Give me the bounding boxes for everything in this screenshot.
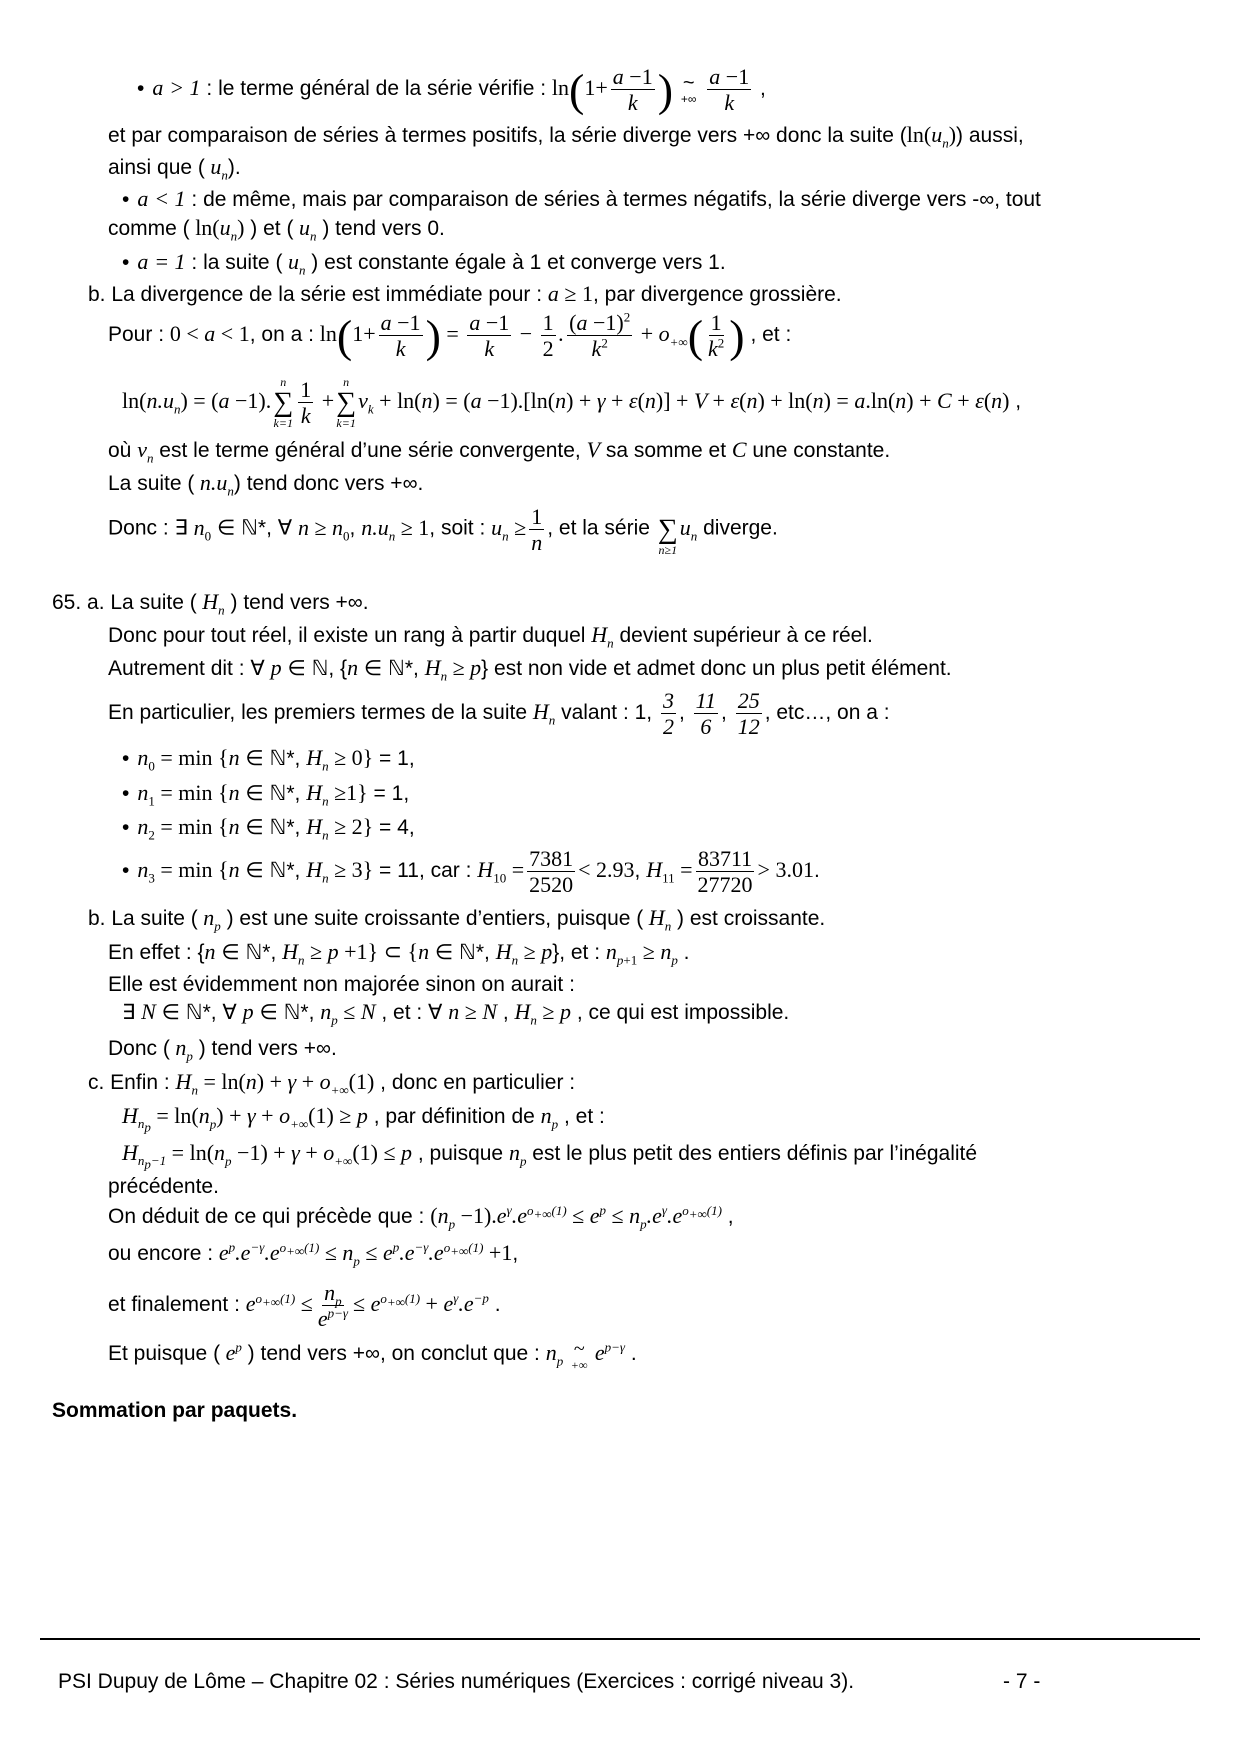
part-c-heading: c. Enfin : $H_n = \ln(n) + \gamma + o_{+\infty}(1)$ , donc en particulier : bbox=[88, 1069, 576, 1098]
part-b-heading: b. La divergence de la série est immédiate pour : a ≥ 1, par divergence grossière. bbox=[88, 281, 842, 306]
paragraph-line: $H_{n_p-1} = \ln(n_p -1) + \gamma + o_{+\infty}(1) \le p$ , puisque $n_p$ est le plus petit des entiers définis par l’inégalité bbox=[122, 1140, 978, 1172]
page-number: - 7 - bbox=[1003, 1670, 1041, 1693]
case-a-less-1: • a < 1 : de même, mais par comparaison de séries à termes négatifs, la série diverge vers -∞, tout bbox=[122, 185, 1041, 214]
paragraph-line: où $v_n$ est le terme général d’une série convergente, V sa somme et C une constante. bbox=[108, 437, 891, 466]
paragraph-line: précédente. bbox=[108, 1175, 219, 1198]
footer-title: PSI Dupuy de Lôme – Chapitre 02 : Séries numériques (Exercices : corrigé niveau 3). bbox=[58, 1670, 855, 1693]
n3-line: • $n_3 = \min \{n$ ∈ ℕ*, $H_n \ge 3\} = 11$, car : $H_{10}$ = $\frac{7381}{2520}$ < 2.93, $H_{11}$ = $\frac{83711}{27720}$ > 3.01. bbox=[122, 846, 820, 898]
paragraph-line: Donc pour tout réel, il existe un rang à partir duquel $H_n$ devient supérieur à ce réel. bbox=[108, 622, 873, 651]
paragraph-line: La suite ( $n.u_n$) tend donc vers +∞. bbox=[108, 470, 424, 499]
paragraph-line: ∃ N ∈ ℕ*, ∀ p ∈ ℕ*, $n_p \le N$ , et : ∀ n ≥ N , $H_n \ge p$ , ce qui est impossible. bbox=[122, 999, 790, 1028]
paragraph-line: Donc ( $n_p$ ) tend vers +∞. bbox=[108, 1035, 337, 1064]
equation-ln-nun: $\ln(n.u_n) = (a -1)$. n ∑ k=1 $\frac{1}{k}$ + n ∑ k=1 $v_k + \ln(n) = (a -1).[\ln(n) + \gamma + \varepsilon(n)] + V + \varepsilon(n) + \ln(n) = a.\ln(n) + C + \varepsilon(n)$ , bbox=[122, 375, 1022, 430]
paragraph-line: Elle est évidemment non majorée sinon on aurait : bbox=[108, 973, 575, 996]
section-heading: Sommation par paquets. bbox=[52, 1399, 298, 1422]
case-a-greater-1: • a > 1 : le terme général de la série vérifie : ln(1+ $\frac{a -1}{k}$ ) ~ +∞ $\frac{a -1}{k}$ , bbox=[137, 64, 766, 116]
n2-line: • $n_2 = \min \{n$ ∈ ℕ*, $H_n \ge 2\} = 4$, bbox=[122, 813, 415, 842]
conclusion-line: Donc : ∃ $n_0$ ∈ ℕ*, ∀ $n \ge n_0$, $n.u_n \ge 1$, soit : $u_n$ ≥ $\frac{1}{n}$ , et la série ∑ n≥1 $u_n$ diverge. bbox=[108, 503, 778, 557]
paragraph-line: En particulier, les premiers termes de la suite $H_n$ valant : 1, $\frac{3}{2}$ , $\frac{11}{6}$ , $\frac{25}{12}$ , etc…, on a : bbox=[108, 688, 890, 740]
paragraph-line: $H_{n_p} = \ln(n_p) + \gamma + o_{+\infty}(1) \ge p$ , par définition de $n_p$ , et : bbox=[122, 1103, 605, 1135]
paragraph-line: En effet : {n ∈ ℕ*, $H_n \ge p +1$} ⊂ {n ∈ ℕ*, $H_n \ge p$}, et : $n_{p+1} \ge n_p$ . bbox=[108, 939, 690, 968]
n0-line: • $n_0 = \min \{n$ ∈ ℕ*, $H_n \ge 0\} = 1$, bbox=[122, 744, 415, 773]
paragraph-line: ainsi que ( $u_n$). bbox=[108, 154, 241, 183]
exercise-65-heading: 65. a. La suite ( $H_n$ ) tend vers +∞. bbox=[52, 589, 369, 618]
expansion-line: Pour : 0 < a < 1, on a : ln(1+ $\frac{a -1}{k}$ ) = $\frac{a -1}{k}$ − $\frac{1}{2}$ . $\frac{(a -1)^2}{k^2}$ + $o_{+\infty}$( $\frac{1}{k^2}$ ) , et : bbox=[108, 309, 792, 362]
n1-line: • $n_1 = \min \{n$ ∈ ℕ*, $H_n \ge 1\} = 1$, bbox=[122, 779, 409, 808]
paragraph-line: et finalement : $e^{o_{+\infty}(1)}$ ≤ $\frac{n_p}{e^{p-\gamma}}$ ≤ $e^{o_{+\infty}(1)} + e^\gamma.e^{-p}$ . bbox=[108, 1280, 501, 1332]
paragraph-line: et par comparaison de séries à termes positifs, la série diverge vers +∞ donc la suite $(\ln(u_n))$ aussi, bbox=[108, 122, 1024, 151]
case-a-equal-1: • a = 1 : la suite ( $u_n$ ) est constante égale à 1 et converge vers 1. bbox=[122, 248, 726, 277]
footer-rule bbox=[40, 1638, 1200, 1640]
part-b-heading: b. La suite ( $n_p$ ) est une suite croissante d’entiers, puisque ( $H_n$ ) est croissante. bbox=[88, 905, 826, 934]
paragraph-line: comme ( $\ln(u_n)$ ) et ( $u_n$ ) tend vers 0. bbox=[108, 215, 445, 244]
paragraph-line: Autrement dit : ∀ p ∈ ℕ, {n ∈ ℕ*, $H_n \ge p$} est non vide et admet donc un plus petit élément. bbox=[108, 655, 952, 684]
paragraph-line: Et puisque ( $e^p$ ) tend vers +∞, on conclut que : $n_p$ ~ +∞ $e^{p-\gamma}$ . bbox=[108, 1338, 637, 1372]
paragraph-line: ou encore : $e^p.e^{-\gamma}.e^{o_{+\infty}(1)} \le n_p \le e^p.e^{-\gamma}.e^{o_{+\infty}(1)} +1$, bbox=[108, 1239, 519, 1269]
paragraph-line: On déduit de ce qui précède que : $(n_p -1).e^\gamma.e^{o_{+\infty}(1)} \le e^p \le n_p.e^\gamma.e^{o_{+\infty}(1)}$ , bbox=[108, 1202, 734, 1232]
